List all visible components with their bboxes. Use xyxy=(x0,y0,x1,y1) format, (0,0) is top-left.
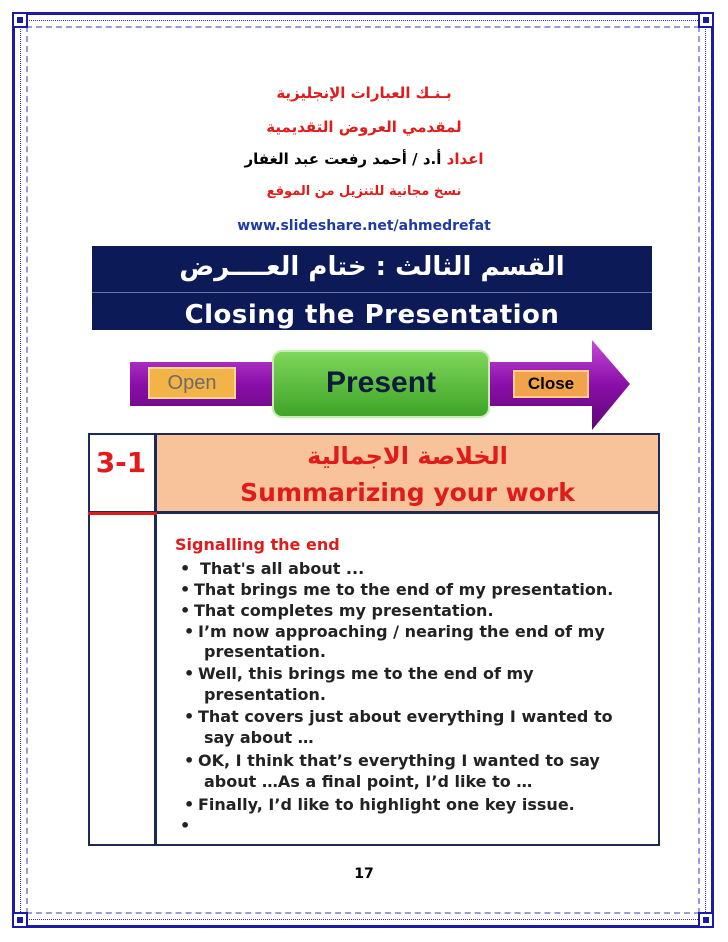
list-item-continuation: about …As a final point, I’d like to … xyxy=(204,772,533,791)
bullet-icon: • xyxy=(180,816,191,835)
download-note: نسخ مجانية للتنزيل من الموقع xyxy=(266,184,462,199)
section-title-en: Closing the Presentation xyxy=(184,300,560,330)
row-number-underline xyxy=(88,512,157,515)
author-label: اعداد xyxy=(446,150,484,168)
bullet-icon: • xyxy=(184,707,195,726)
bullet-icon: • xyxy=(184,622,195,641)
corner-ornament xyxy=(698,912,714,928)
list-item-continuation: presentation. xyxy=(204,685,326,704)
table-heading-en: Summarizing your work xyxy=(240,478,575,507)
corner-ornament xyxy=(698,12,714,28)
list-item: • That completes my presentation. xyxy=(180,601,494,620)
stage-close-button[interactable]: Close xyxy=(513,370,589,398)
bullet-icon: • xyxy=(184,795,195,814)
list-item-continuation: say about … xyxy=(204,728,314,747)
list-item xyxy=(180,816,194,835)
corner-ornament xyxy=(12,12,28,28)
bullet-icon: • xyxy=(180,580,191,599)
list-item: • I’m now approaching / nearing the end of my xyxy=(184,622,605,641)
list-item: • That covers just about everything I wanted to xyxy=(184,707,613,726)
banner-divider xyxy=(92,292,652,293)
table-row-divider xyxy=(88,511,660,514)
book-title: بـنـك العبارات الإنجليزية xyxy=(276,84,452,102)
bullet-icon: • xyxy=(184,664,195,683)
website-link[interactable]: www.slideshare.net/ahmedrefat xyxy=(237,218,491,234)
author-line xyxy=(0,150,728,168)
list-item: • Finally, I’d like to highlight one key issue. xyxy=(184,795,575,814)
row-number: 3-1 xyxy=(95,446,147,479)
list-item: • Well, this brings me to the end of my xyxy=(184,664,534,683)
bullet-icon: • xyxy=(184,751,195,770)
section-title-ar: القسم الثالث : ختام العــــرض xyxy=(179,252,565,282)
list-item: • That's all about ... xyxy=(180,559,365,578)
bullet-icon: • xyxy=(180,559,191,578)
stage-present-button[interactable]: Present xyxy=(272,350,490,418)
page-number: 17 xyxy=(354,866,374,882)
list-item-continuation: presentation. xyxy=(204,642,326,661)
table-heading-ar: الخلاصة الاجمالية xyxy=(307,442,508,470)
list-title: Signalling the end xyxy=(175,535,340,554)
corner-ornament xyxy=(12,912,28,928)
stage-open-button[interactable]: Open xyxy=(148,367,236,399)
book-subtitle: لمقدمي العروض التقديمية xyxy=(266,118,462,136)
list-item: • That brings me to the end of my presentation. xyxy=(180,580,614,599)
author-name: أ.د / أحمد رفعت عبد الغفار xyxy=(244,150,442,168)
list-item: • OK, I think that’s everything I wanted to say xyxy=(184,751,600,770)
bullet-icon: • xyxy=(180,601,191,620)
